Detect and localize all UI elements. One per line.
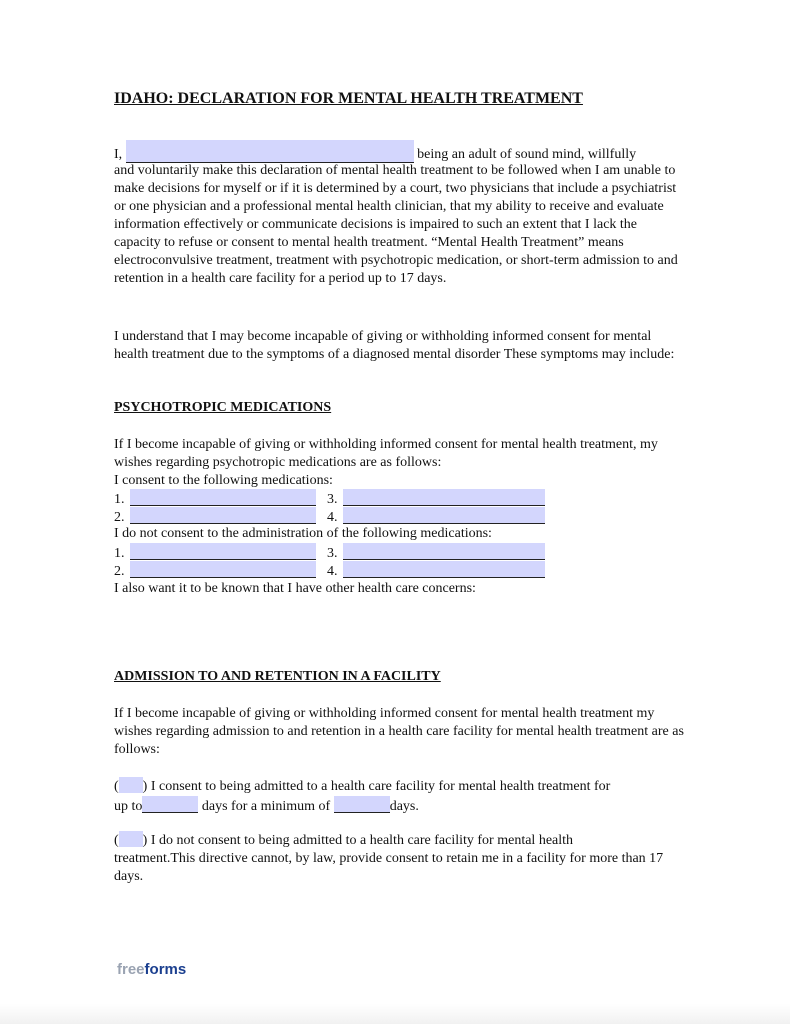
option1-checkbox[interactable]	[119, 777, 143, 793]
option1-text: ) I consent to being admitted to a health care facility for mental health treatment for	[142, 779, 611, 794]
option2-open-paren: (	[114, 833, 119, 848]
page-bottom-edge	[0, 1004, 790, 1024]
option2-checkbox[interactable]	[119, 831, 143, 847]
med-number: 3.	[327, 546, 338, 561]
med-number: 2.	[114, 564, 125, 579]
no-consent-med-1-field[interactable]	[130, 543, 316, 560]
psychotropic-intro: If I become incapable of giving or withholding informed consent for mental health treatment, my wishes regarding psychotropic medications are as follows:	[114, 437, 658, 470]
consent-med-2-field[interactable]	[130, 507, 316, 524]
med-number: 4.	[327, 564, 338, 579]
intro-paragraph	[114, 140, 684, 288]
option1-up-to: up to	[114, 799, 143, 814]
admission-option-1	[114, 777, 684, 816]
admission-heading: ADMISSION TO AND RETENTION IN A FACILITY	[114, 669, 441, 684]
med-number: 1.	[114, 546, 125, 561]
consent-label: I consent to the following medications:	[114, 473, 333, 488]
intro-line1-rest: being an adult of sound mind, willfully	[417, 147, 637, 162]
option2-text: ) I do not consent to being admitted to a health care facility for mental health	[142, 833, 574, 848]
consent-row-2	[114, 507, 545, 527]
option2-rest: treatment.This directive cannot, by law, provide consent to retain me in a facility for more than 17 days.	[114, 851, 664, 884]
consent-med-1-field[interactable]	[130, 489, 316, 506]
admission-option-2	[114, 831, 684, 886]
document-title: IDAHO: DECLARATION FOR MENTAL HEALTH TREATMENT	[114, 90, 583, 107]
min-days-field[interactable]	[334, 796, 390, 813]
understanding-paragraph: I understand that I may become incapable of giving or withholding informed consent for mental health treatment due to the symptoms of a diagnosed mental disorder These symptoms may include:	[114, 329, 675, 362]
max-days-field[interactable]	[142, 796, 198, 813]
declarant-name-field[interactable]	[126, 140, 414, 163]
no-consent-row-2	[114, 561, 545, 581]
no-consent-row-1	[114, 543, 545, 563]
med-number: 3.	[327, 492, 338, 507]
no-consent-med-3-field[interactable]	[343, 543, 545, 560]
psychotropic-heading: PSYCHOTROPIC MEDICATIONS	[114, 400, 332, 415]
option1-days: days.	[389, 799, 419, 814]
med-number: 2.	[114, 510, 125, 525]
logo-free-text: free	[117, 961, 145, 978]
logo-forms-text: forms	[144, 961, 187, 978]
med-number: 1.	[114, 492, 125, 507]
option1-open-paren: (	[114, 779, 119, 794]
no-consent-label: I do not consent to the administration of the following medications:	[114, 526, 492, 541]
option1-minimum: days for a minimum of	[201, 799, 331, 814]
freeforms-logo	[117, 961, 186, 978]
consent-med-4-field[interactable]	[343, 507, 545, 524]
consent-med-3-field[interactable]	[343, 489, 545, 506]
intro-prefix: I,	[114, 147, 123, 162]
no-consent-med-4-field[interactable]	[343, 561, 545, 578]
admission-intro: If I become incapable of giving or withholding informed consent for mental health treatment my wishes regarding admission to and retention in a health care facility for mental health treatment are as follows:	[114, 706, 684, 757]
med-number: 4.	[327, 510, 338, 525]
no-consent-med-2-field[interactable]	[130, 561, 316, 578]
intro-body: and voluntarily make this declaration of mental health treatment to be followed when I am unable to make decisions for myself or if it is determined by a court, two physicians that include a psychiatrist or one physician and a professional mental health clinician, that my ability to receive and evaluate information effectively or communicate decisions is impaired to such an extent that I lack the capacity to refuse or consent to mental health treatment. “Mental Health Treatment” means electroconvulsive treatment, treatment with psychotropic medication, or short-term admission to and retention in a health care facility for a period up to 17 days.	[114, 163, 678, 286]
consent-row-1	[114, 489, 545, 509]
other-concerns-label: I also want it to be known that I have other health care concerns:	[114, 581, 476, 596]
